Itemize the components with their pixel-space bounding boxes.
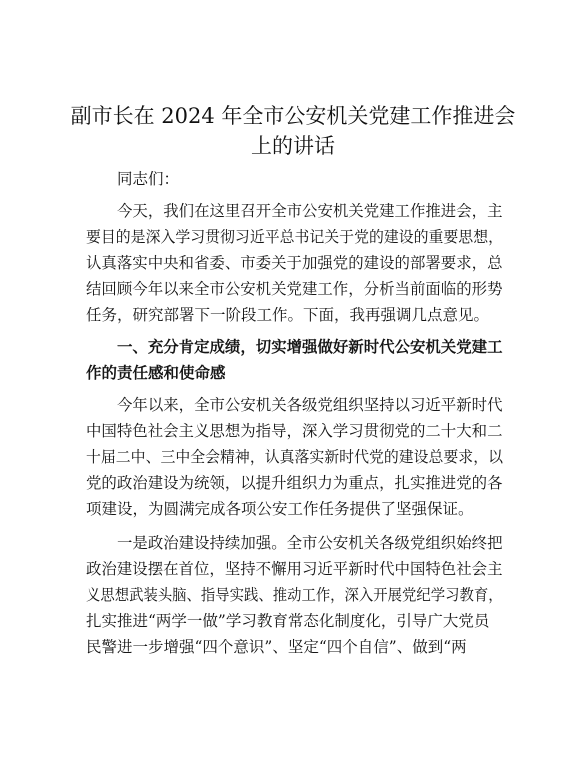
paragraph-3-line: 扎实推进“两学一做”学习教育常态化制度化，引导广大党员 — [86, 612, 490, 630]
paragraph-2-line: 中国特色社会主义思想为指导，深入学习贯彻党的二十大和二 — [86, 422, 503, 440]
paragraph-2-line: 项建设，为圆满完成各项公安工作任务提供了坚强保证。 — [86, 500, 474, 518]
paragraph-1-line: 结回顾今年以来全市公安机关党建工作，分析当前面临的形势 — [86, 280, 503, 298]
paragraph-3-line: 一是政治建设持续加强。全市公安机关各级党组织始终把 — [117, 534, 503, 552]
paragraph-3-line: 政治建设摆在首位，坚持不懈用习近平新时代中国特色社会主 — [86, 560, 503, 578]
section-heading-line: 作的责任感和使命感 — [86, 363, 226, 382]
paragraph-1-line: 认真落实中央和省委、市委关于加强党的建设的部署要求，总 — [86, 254, 503, 272]
salutation: 同志们： — [117, 170, 180, 188]
paragraph-3-line: 义思想武装头脑、指导实践、推动工作，深入开展党纪学习教育， — [86, 586, 503, 604]
document-title-line-1: 副市长在 2024 年全市公安机关党建工作推进会 — [70, 104, 516, 128]
section-heading-line: 一、充分肯定成绩，切实增强做好新时代公安机关党建工 — [117, 337, 503, 356]
paragraph-3-line: 民警进一步增强“四个意识”、坚定“四个自信”、做到“两 — [86, 638, 467, 656]
paragraph-1-line: 任务，研究部署下一阶段工作。下面，我再强调几点意见。 — [86, 306, 490, 324]
paragraph-1-line: 今天，我们在这里召开全市公安机关党建工作推进会，主 — [117, 202, 503, 220]
paragraph-2-line: 党的政治建设为统领，以提升组织力为重点，扎实推进党的各 — [86, 474, 503, 492]
paragraph-2-line: 今年以来，全市公安机关各级党组织坚持以习近平新时代 — [117, 396, 503, 414]
document-title-line-2: 上的讲话 — [251, 134, 335, 158]
paragraph-2-line: 十届二中、三中全会精神，认真落实新时代党的建设总要求，以 — [86, 448, 504, 466]
paragraph-1-line: 要目的是深入学习贯彻习近平总书记关于党的建设的重要思想， — [86, 228, 504, 246]
